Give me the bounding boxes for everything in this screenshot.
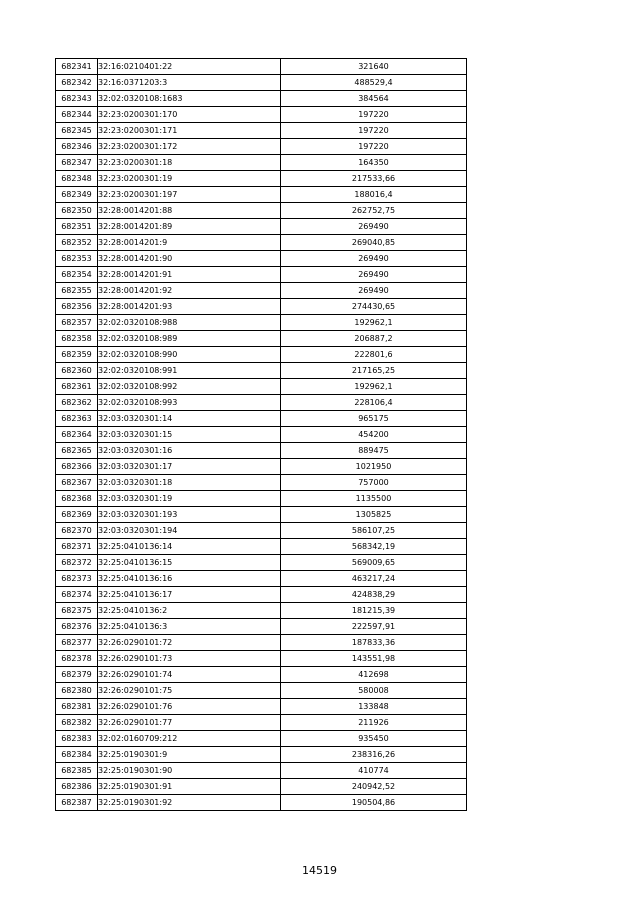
cadastral-number-cell: 32:26:0290101:74 [98,667,281,683]
value-cell: 238316,26 [281,747,467,763]
value-cell: 181215,39 [281,603,467,619]
value-cell: 197220 [281,123,467,139]
row-number-cell: 682344 [56,107,98,123]
cadastral-number-cell: 32:03:0320301:17 [98,459,281,475]
value-cell: 935450 [281,731,467,747]
cadastral-number-cell: 32:02:0320108:990 [98,347,281,363]
table-row [56,251,467,267]
table-row [56,491,467,507]
table-row [56,155,467,171]
cadastral-number-cell: 32:25:0190301:91 [98,779,281,795]
cadastral-number-cell: 32:16:0371203:3 [98,75,281,91]
cadastral-number-cell: 32:23:0200301:197 [98,187,281,203]
cadastral-number-cell: 32:26:0290101:76 [98,699,281,715]
cadastral-number-cell: 32:03:0320301:18 [98,475,281,491]
value-cell: 488529,4 [281,75,467,91]
row-number-cell: 682384 [56,747,98,763]
cadastral-number-cell: 32:03:0320301:193 [98,507,281,523]
value-cell: 965175 [281,411,467,427]
table-row [56,555,467,571]
table-row [56,699,467,715]
table-row [56,203,467,219]
value-cell: 274430,65 [281,299,467,315]
cadastral-number-cell: 32:25:0410136:14 [98,539,281,555]
table-row [56,731,467,747]
value-cell: 1135500 [281,491,467,507]
cadastral-number-cell: 32:23:0200301:19 [98,171,281,187]
row-number-cell: 682371 [56,539,98,555]
table-row [56,651,467,667]
cadastral-number-cell: 32:28:0014201:91 [98,267,281,283]
row-number-cell: 682383 [56,731,98,747]
table-row [56,459,467,475]
cadastral-number-cell: 32:25:0190301:92 [98,795,281,811]
table-row [56,475,467,491]
cadastral-number-cell: 32:28:0014201:90 [98,251,281,267]
row-number-cell: 682356 [56,299,98,315]
table-row [56,107,467,123]
row-number-cell: 682367 [56,475,98,491]
table-row [56,123,467,139]
value-cell: 580008 [281,683,467,699]
cadastral-number-cell: 32:25:0410136:17 [98,587,281,603]
value-cell: 569009,65 [281,555,467,571]
row-number-cell: 682350 [56,203,98,219]
table-row [56,411,467,427]
table-row [56,427,467,443]
cadastral-number-cell: 32:28:0014201:92 [98,283,281,299]
cadastral-number-cell: 32:03:0320301:15 [98,427,281,443]
value-cell: 222801,6 [281,347,467,363]
value-cell: 188016,4 [281,187,467,203]
table-row [56,331,467,347]
row-number-cell: 682349 [56,187,98,203]
page-number: 14519 [302,864,337,877]
cadastral-number-cell: 32:02:0320108:1683 [98,91,281,107]
cadastral-number-cell: 32:26:0290101:72 [98,635,281,651]
value-cell: 568342,19 [281,539,467,555]
table-row [56,779,467,795]
table-row [56,235,467,251]
table-row [56,443,467,459]
value-cell: 454200 [281,427,467,443]
row-number-cell: 682370 [56,523,98,539]
value-cell: 889475 [281,443,467,459]
row-number-cell: 682376 [56,619,98,635]
value-cell: 757000 [281,475,467,491]
value-cell: 143551,98 [281,651,467,667]
table-row [56,571,467,587]
value-cell: 412698 [281,667,467,683]
registry-table [55,58,467,811]
value-cell: 1305825 [281,507,467,523]
cadastral-number-cell: 32:25:0410136:16 [98,571,281,587]
cadastral-number-cell: 32:16:0210401:22 [98,59,281,75]
value-cell: 240942,52 [281,779,467,795]
row-number-cell: 682368 [56,491,98,507]
table-row [56,315,467,331]
row-number-cell: 682346 [56,139,98,155]
cadastral-number-cell: 32:25:0190301:90 [98,763,281,779]
registry-table-body [56,59,467,811]
cadastral-number-cell: 32:26:0290101:73 [98,651,281,667]
value-cell: 217533,66 [281,171,467,187]
row-number-cell: 682380 [56,683,98,699]
table-row [56,363,467,379]
value-cell: 197220 [281,139,467,155]
cadastral-number-cell: 32:26:0290101:75 [98,683,281,699]
value-cell: 164350 [281,155,467,171]
value-cell: 269490 [281,219,467,235]
table-row [56,91,467,107]
table-row [56,539,467,555]
table-row [56,395,467,411]
cadastral-number-cell: 32:02:0320108:991 [98,363,281,379]
table-row [56,139,467,155]
table-row [56,587,467,603]
row-number-cell: 682377 [56,635,98,651]
row-number-cell: 682351 [56,219,98,235]
table-row [56,619,467,635]
cadastral-number-cell: 32:02:0160709:212 [98,731,281,747]
table-row [56,75,467,91]
value-cell: 262752,75 [281,203,467,219]
value-cell: 192962,1 [281,379,467,395]
table-row [56,635,467,651]
table-row [56,795,467,811]
row-number-cell: 682348 [56,171,98,187]
cadastral-number-cell: 32:03:0320301:16 [98,443,281,459]
row-number-cell: 682365 [56,443,98,459]
cadastral-number-cell: 32:02:0320108:992 [98,379,281,395]
value-cell: 228106,4 [281,395,467,411]
row-number-cell: 682355 [56,283,98,299]
cadastral-number-cell: 32:03:0320301:194 [98,523,281,539]
value-cell: 211926 [281,715,467,731]
table-row [56,347,467,363]
value-cell: 187833,36 [281,635,467,651]
table-row [56,523,467,539]
table-row [56,219,467,235]
value-cell: 269490 [281,283,467,299]
table-row [56,299,467,315]
value-cell: 269490 [281,267,467,283]
cadastral-number-cell: 32:25:0410136:15 [98,555,281,571]
cadastral-number-cell: 32:23:0200301:170 [98,107,281,123]
value-cell: 222597,91 [281,619,467,635]
cadastral-number-cell: 32:28:0014201:89 [98,219,281,235]
value-cell: 190504,86 [281,795,467,811]
row-number-cell: 682362 [56,395,98,411]
table-row [56,283,467,299]
row-number-cell: 682354 [56,267,98,283]
cadastral-number-cell: 32:25:0190301:9 [98,747,281,763]
row-number-cell: 682342 [56,75,98,91]
cadastral-number-cell: 32:25:0410136:2 [98,603,281,619]
cadastral-number-cell: 32:02:0320108:988 [98,315,281,331]
table-row [56,683,467,699]
row-number-cell: 682341 [56,59,98,75]
value-cell: 586107,25 [281,523,467,539]
cadastral-number-cell: 32:03:0320301:14 [98,411,281,427]
cadastral-number-cell: 32:02:0320108:989 [98,331,281,347]
row-number-cell: 682353 [56,251,98,267]
table-row [56,187,467,203]
cadastral-number-cell: 32:28:0014201:9 [98,235,281,251]
row-number-cell: 682358 [56,331,98,347]
value-cell: 206887,2 [281,331,467,347]
table-row [56,379,467,395]
row-number-cell: 682363 [56,411,98,427]
row-number-cell: 682382 [56,715,98,731]
cadastral-number-cell: 32:03:0320301:19 [98,491,281,507]
value-cell: 384564 [281,91,467,107]
table-row [56,667,467,683]
value-cell: 269040,85 [281,235,467,251]
value-cell: 410774 [281,763,467,779]
table-row [56,59,467,75]
value-cell: 197220 [281,107,467,123]
row-number-cell: 682374 [56,587,98,603]
row-number-cell: 682375 [56,603,98,619]
row-number-cell: 682343 [56,91,98,107]
value-cell: 217165,25 [281,363,467,379]
value-cell: 463217,24 [281,571,467,587]
row-number-cell: 682359 [56,347,98,363]
value-cell: 133848 [281,699,467,715]
value-cell: 424838,29 [281,587,467,603]
table-row [56,603,467,619]
cadastral-number-cell: 32:23:0200301:172 [98,139,281,155]
row-number-cell: 682352 [56,235,98,251]
row-number-cell: 682387 [56,795,98,811]
row-number-cell: 682385 [56,763,98,779]
cadastral-number-cell: 32:02:0320108:993 [98,395,281,411]
cadastral-number-cell: 32:28:0014201:88 [98,203,281,219]
value-cell: 1021950 [281,459,467,475]
row-number-cell: 682379 [56,667,98,683]
row-number-cell: 682386 [56,779,98,795]
row-number-cell: 682369 [56,507,98,523]
row-number-cell: 682364 [56,427,98,443]
row-number-cell: 682345 [56,123,98,139]
cadastral-number-cell: 32:28:0014201:93 [98,299,281,315]
value-cell: 269490 [281,251,467,267]
row-number-cell: 682366 [56,459,98,475]
value-cell: 321640 [281,59,467,75]
table-row [56,267,467,283]
row-number-cell: 682381 [56,699,98,715]
row-number-cell: 682357 [56,315,98,331]
cadastral-number-cell: 32:25:0410136:3 [98,619,281,635]
row-number-cell: 682378 [56,651,98,667]
cadastral-number-cell: 32:23:0200301:18 [98,155,281,171]
table-row [56,763,467,779]
table-row [56,507,467,523]
row-number-cell: 682361 [56,379,98,395]
row-number-cell: 682373 [56,571,98,587]
value-cell: 192962,1 [281,315,467,331]
table-row [56,715,467,731]
row-number-cell: 682372 [56,555,98,571]
table-row [56,171,467,187]
cadastral-number-cell: 32:23:0200301:171 [98,123,281,139]
table-row [56,747,467,763]
row-number-cell: 682347 [56,155,98,171]
row-number-cell: 682360 [56,363,98,379]
cadastral-number-cell: 32:26:0290101:77 [98,715,281,731]
